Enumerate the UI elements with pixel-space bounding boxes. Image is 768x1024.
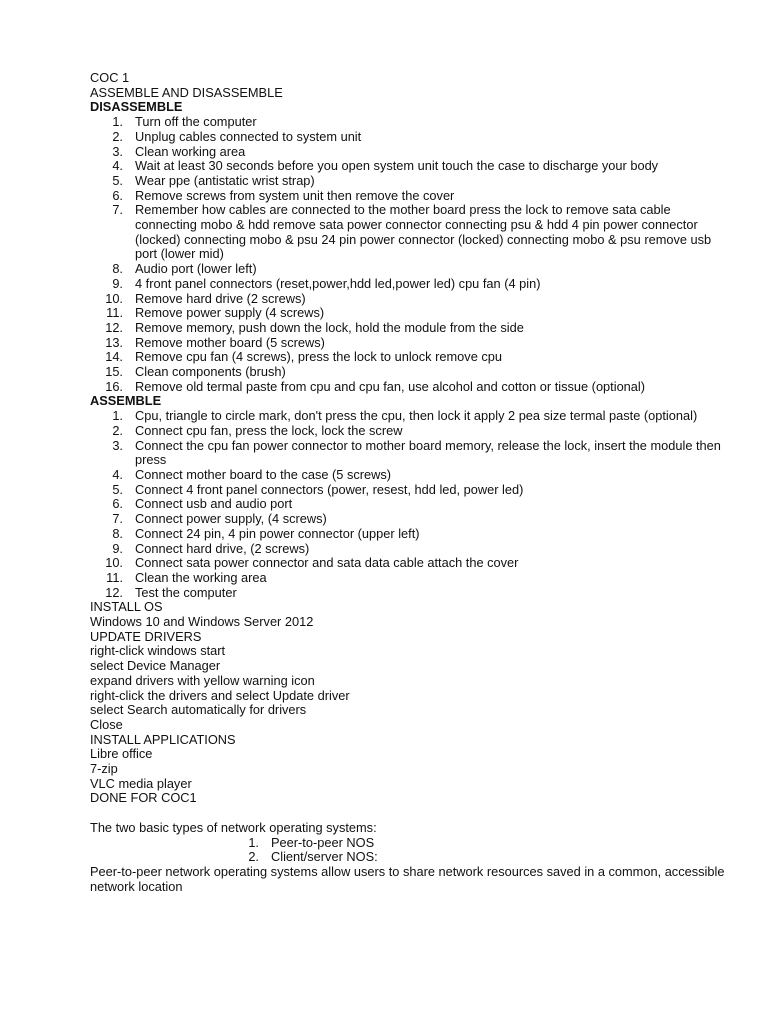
list-item-text: Remove old termal paste from cpu and cpu fan, use alcohol and cotton or tissue (optional) xyxy=(135,378,646,394)
list-item-text: Connect sata power connector and sata data cable attach the cover xyxy=(135,555,519,571)
list-number: 1. xyxy=(248,834,259,850)
nos-type-item xyxy=(90,850,728,865)
list-number: 11. xyxy=(106,305,123,321)
list-number: 3. xyxy=(112,437,123,453)
assemble-step xyxy=(90,542,728,557)
application-item: Libre office xyxy=(90,746,153,762)
disassemble-step xyxy=(90,130,728,145)
application-item: VLC media player xyxy=(90,775,192,791)
assemble-step xyxy=(90,586,728,601)
list-item-text: 4 front panel connectors (reset,power,hdd led,power led) cpu fan (4 pin) xyxy=(135,275,541,291)
disassemble-step xyxy=(90,306,728,321)
disassemble-step xyxy=(90,365,728,380)
disassemble-step xyxy=(90,262,728,277)
list-item-text: Client/server NOS: xyxy=(271,849,378,865)
list-item-text: Cpu, triangle to circle mark, don't press the cpu, then lock it apply 2 pea size termal paste (optional) xyxy=(135,408,698,424)
disassemble-list xyxy=(90,115,728,394)
list-item-text: Clean the working area xyxy=(135,569,267,585)
list-item-text: Wear ppe (antistatic wrist strap) xyxy=(135,172,315,188)
assemble-step xyxy=(90,497,728,512)
assemble-step xyxy=(90,483,728,498)
list-number: 4. xyxy=(112,466,123,482)
list-item-text: Remove memory, push down the lock, hold the module from the side xyxy=(135,319,524,335)
list-number: 2. xyxy=(112,128,123,144)
list-item-text: Remove cpu fan (4 screws), press the lock to unlock remove cpu xyxy=(135,349,502,365)
doc-subtitle: ASSEMBLE AND DISASSEMBLE xyxy=(90,84,283,100)
list-number: 5. xyxy=(112,481,123,497)
list-item-text: Connect cpu fan, press the lock, lock the screw xyxy=(135,422,403,438)
list-number: 10. xyxy=(105,290,123,306)
list-number: 2. xyxy=(248,849,259,865)
list-number: 12. xyxy=(105,319,123,335)
list-item-text: Connect 4 front panel connectors (power, resest, hdd led, power led) xyxy=(135,481,524,497)
list-number: 16. xyxy=(105,378,123,394)
update-drivers-heading: UPDATE DRIVERS xyxy=(90,628,202,644)
list-number: 15. xyxy=(105,364,123,380)
list-item-text: Peer-to-peer NOS xyxy=(271,834,375,850)
assemble-step xyxy=(90,439,728,468)
list-item-text: Remove screws from system unit then remove the cover xyxy=(135,187,455,203)
list-number: 9. xyxy=(112,275,123,291)
update-drivers-step: right-click windows start xyxy=(90,643,226,659)
nos-list xyxy=(90,836,728,865)
list-item-text: Clean working area xyxy=(135,143,246,159)
update-drivers-steps xyxy=(90,644,728,732)
list-number: 7. xyxy=(112,511,123,527)
list-number: 10. xyxy=(105,555,123,571)
list-item-text: Audio port (lower left) xyxy=(135,261,257,277)
list-number: 14. xyxy=(105,349,123,365)
list-item-text: Connect mother board to the case (5 screws) xyxy=(135,466,392,482)
list-number: 5. xyxy=(112,172,123,188)
list-number: 1. xyxy=(112,114,123,130)
disassemble-heading: DISASSEMBLE xyxy=(90,99,183,115)
disassemble-step xyxy=(90,203,728,262)
list-item-text: Remember how cables are connected to the mother board press the lock to remove sata cable connecting mobo & hdd remove sata power connector connecting psu & hdd 4 pin power connector (locked) connecting mobo & psu 24 pin power connector (locked) connecting mobo & psu remove usb port (lower mid) xyxy=(135,202,712,262)
assemble-list xyxy=(90,409,728,600)
blank-line xyxy=(90,806,728,821)
list-number: 7. xyxy=(112,202,123,218)
disassemble-step xyxy=(90,189,728,204)
list-item-text: Connect power supply, (4 screws) xyxy=(135,511,327,527)
applications-list xyxy=(90,747,728,791)
list-item-text: Connect 24 pin, 4 pin power connector (upper left) xyxy=(135,525,420,541)
list-item-text: Test the computer xyxy=(135,584,237,600)
list-number: 6. xyxy=(112,496,123,512)
disassemble-step xyxy=(90,115,728,130)
update-drivers-step: select Search automatically for drivers xyxy=(90,702,307,718)
list-number: 3. xyxy=(112,143,123,159)
application-item: 7-zip xyxy=(90,761,118,777)
disassemble-step xyxy=(90,159,728,174)
disassemble-step xyxy=(90,336,728,351)
disassemble-step xyxy=(90,321,728,336)
install-os-heading: INSTALL OS xyxy=(90,599,163,615)
list-item-text: Remove power supply (4 screws) xyxy=(135,305,325,321)
install-applications-heading: INSTALL APPLICATIONS xyxy=(90,731,236,747)
disassemble-step xyxy=(90,145,728,160)
assemble-step xyxy=(90,468,728,483)
assemble-step xyxy=(90,512,728,527)
assemble-step xyxy=(90,409,728,424)
list-item-text: Unplug cables connected to system unit xyxy=(135,128,362,144)
list-number: 6. xyxy=(112,187,123,203)
list-number: 9. xyxy=(112,540,123,556)
list-number: 8. xyxy=(112,525,123,541)
assemble-step xyxy=(90,424,728,439)
list-number: 12. xyxy=(105,584,123,600)
nos-intro: The two basic types of network operating systems: xyxy=(90,819,377,835)
assemble-step xyxy=(90,571,728,586)
list-item-text: Wait at least 30 seconds before you open system unit touch the case to discharge your body xyxy=(135,158,659,174)
assemble-step xyxy=(90,527,728,542)
list-number: 2. xyxy=(112,422,123,438)
list-number: 13. xyxy=(105,334,123,350)
update-drivers-step: select Device Manager xyxy=(90,658,221,674)
list-item-text: Connect the cpu fan power connector to mother board memory, release the lock, insert the module then press xyxy=(135,437,721,468)
update-drivers-step: right-click the drivers and select Update driver xyxy=(90,687,350,703)
list-item-text: Turn off the computer xyxy=(135,114,257,130)
done-line: DONE FOR COC1 xyxy=(90,790,197,806)
install-os-text: Windows 10 and Windows Server 2012 xyxy=(90,614,314,630)
disassemble-step xyxy=(90,380,728,395)
assemble-heading: ASSEMBLE xyxy=(90,393,162,409)
update-drivers-step: Close xyxy=(90,716,123,732)
nos-paragraph: Peer-to-peer network operating systems allow users to share network resources saved in a common, accessible network location xyxy=(90,863,725,894)
disassemble-step xyxy=(90,350,728,365)
assemble-step xyxy=(90,556,728,571)
disassemble-step xyxy=(90,277,728,292)
list-item-text: Connect hard drive, (2 screws) xyxy=(135,540,310,556)
disassemble-step xyxy=(90,292,728,307)
list-number: 8. xyxy=(112,261,123,277)
list-item-text: Remove hard drive (2 screws) xyxy=(135,290,306,306)
list-number: 4. xyxy=(112,158,123,174)
list-item-text: Remove mother board (5 screws) xyxy=(135,334,325,350)
list-number: 11. xyxy=(106,569,123,585)
list-number: 1. xyxy=(112,408,123,424)
list-item-text: Connect usb and audio port xyxy=(135,496,293,512)
disassemble-step xyxy=(90,174,728,189)
update-drivers-step: expand drivers with yellow warning icon xyxy=(90,672,315,688)
list-item-text: Clean components (brush) xyxy=(135,364,286,380)
nos-type-item xyxy=(90,836,728,851)
doc-title: COC 1 xyxy=(90,70,130,85)
